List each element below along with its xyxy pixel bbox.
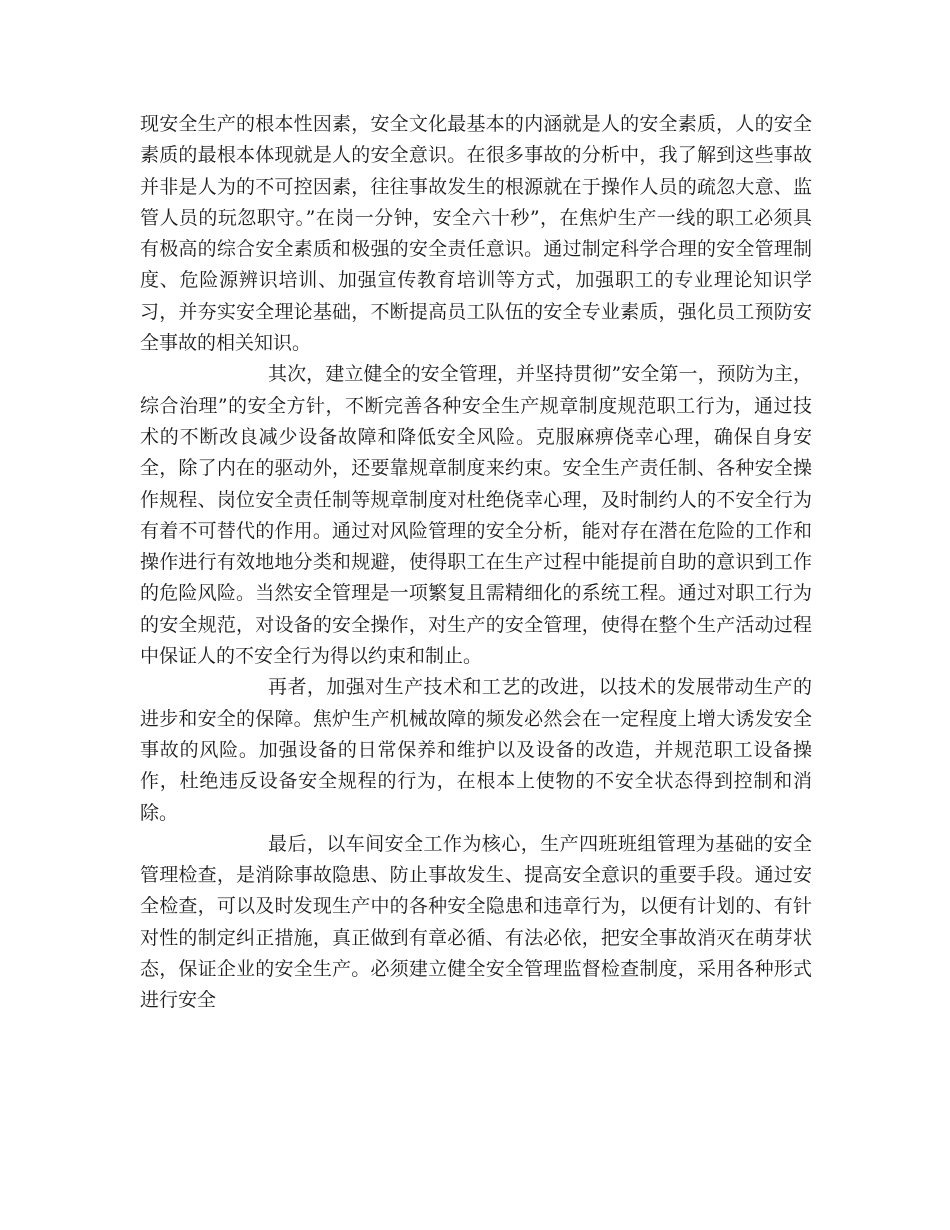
paragraph-safety-culture: 现安全生产的根本性因素，安全文化最基本的内涵就是人的安全素质，人的安全素质的最根本体现就是人的安全意识。在很多事故的分析中，我了解到这些事故并非是人为的不可控因素，往往事故发生的根源就在于操作人员的疏忽大意、监管人员的玩忽职守。”在岗一分钟，安全六十秒”，在焦炉生产一线的职工必须具有极高的综合安全素质和极强的安全责任意识。通过制定科学合理的安全管理制度、危险源辨识培训、加强宣传教育培训等方式，加强职工的专业理论知识学习，并夯实安全理论基础，不断提高员工队伍的安全专业素质，强化员工预防安全事故的相关知识。 xyxy=(140,113,812,355)
paragraph-technology-improvement: 再者，加强对生产技术和工艺的改进，以技术的发展带动生产的进步和安全的保障。焦炉生产机械故障的频发必然会在一定程度上增大诱发安全事故的风险。加强设备的日常保养和维护以及设备的改造，并规范职工设备操作，杜绝违反设备安全规程的行为，在根本上使物的不安全状态得到控制和消除。 xyxy=(140,676,812,824)
document-body xyxy=(140,109,812,1017)
paragraph-safety-inspection: 最后，以车间安全工作为核心，生产四班班组管理为基础的安全管理检查，是消除事故隐患、防止事故发生、提高安全意识的重要手段。通过安全检查，可以及时发现生产中的各种安全隐患和违章行为，以便有计划的、有针对性的制定纠正措施，真正做到有章必循、有法必依，把安全事故消灭在萌芽状态，保证企业的安全生产。必须建立健全安全管理监督检查制度，采用各种形式进行安全 xyxy=(140,832,812,1012)
paragraph-safety-management: 其次，建立健全的安全管理，并坚持贯彻”安全第一，预防为主，综合治理”的安全方针，不断完善各种安全生产规章制度规范职工行为，通过技术的不断改良减少设备故障和降低安全风险。克服麻痹侥幸心理，确保自身安全，除了内在的驱动外，还要靠规章制度来约束。安全生产责任制、各种安全操作规程、岗位安全责任制等规章制度对杜绝侥幸心理，及时制约人的不安全行为有着不可替代的作用。通过对风险管理的安全分析，能对存在潜在危险的工作和操作进行有效地地分类和规避，使得职工在生产过程中能提前自助的意识到工作的危险风险。当然安全管理是一项繁复且需精细化的系统工程。通过对职工行为的安全规范，对设备的安全操作，对生产的安全管理，使得在整个生产活动过程中保证人的不安全行为得以约束和制止。 xyxy=(140,363,812,668)
